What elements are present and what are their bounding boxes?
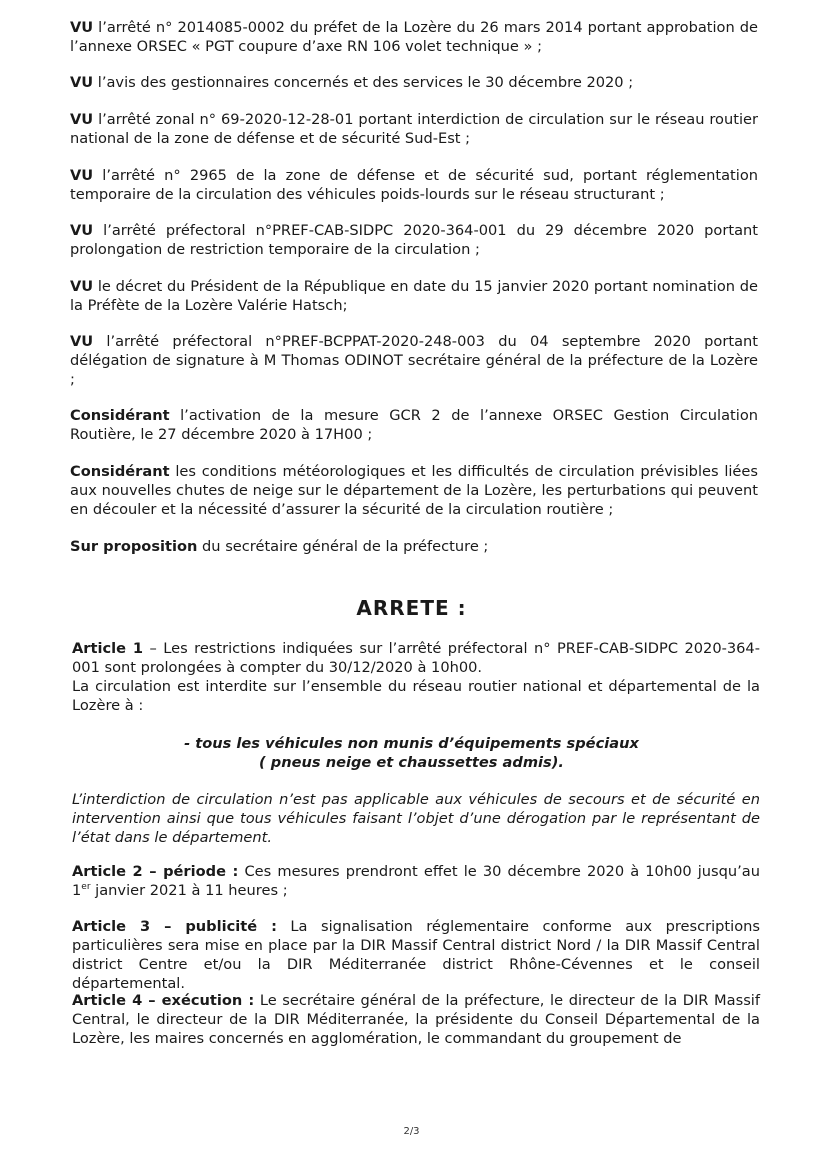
vu-text: le décret du Président de la République en date du 15 janvier 2020 portant nomination de la Préfète de la Lozère Valérie Hatsch; bbox=[70, 278, 758, 314]
vu-lead: VU bbox=[70, 333, 94, 350]
vu-lead: VU bbox=[70, 74, 94, 91]
vu-paragraph bbox=[70, 73, 758, 92]
article-3-lead: Article 3 – publicité : bbox=[72, 918, 277, 935]
article-2-text-after: janvier 2021 à 11 heures ; bbox=[90, 882, 288, 899]
considerant-text: les conditions météorologiques et les difficultés de circulation prévisibles liées aux nouvelles chutes de neige sur le département de la Lozère, les perturbations qui peuvent en découler et la nécessité d’assurer la sécurité de la circulation routière ; bbox=[70, 463, 758, 518]
vu-text: l’arrêté n° 2965 de la zone de défense et de sécurité sud, portant réglementation temporaire de la circulation des véhicules poids-lourds sur le réseau structurant ; bbox=[70, 167, 758, 203]
vu-lead: VU bbox=[70, 111, 94, 128]
article-2-lead: Article 2 – période : bbox=[72, 863, 239, 880]
page-number: 2/3 bbox=[403, 1126, 420, 1137]
considerant-lead: Considérant bbox=[70, 463, 170, 480]
vu-lead: VU bbox=[70, 278, 94, 295]
vu-paragraph bbox=[70, 221, 758, 259]
article-4-text: Le secrétaire général de la préfecture, le directeur de la DIR Massif Central, le directeur de la DIR Méditerranée, la présidente du Conseil Départemental de la Lozère, les maires concernés en agglomération, le commandant du groupement de bbox=[72, 992, 760, 1047]
vu-text: l’arrêté zonal n° 69-2020-12-28-01 portant interdiction de circulation sur le réseau routier national de la zone de défense et de sécurité Sud-Est ; bbox=[70, 111, 758, 147]
vu-lead: VU bbox=[70, 19, 94, 36]
article-2 bbox=[72, 862, 760, 900]
vu-paragraph bbox=[70, 166, 758, 204]
vu-text: l’arrêté préfectoral n°PREF-CAB-SIDPC 2020-364-001 du 29 décembre 2020 portant prolongation de restriction temporaire de la circulation ; bbox=[70, 222, 758, 258]
proposition-lead: Sur proposition bbox=[70, 538, 198, 555]
vu-lead: VU bbox=[70, 167, 94, 184]
vu-paragraph bbox=[70, 332, 758, 389]
proposition-text: du secrétaire général de la préfecture ; bbox=[197, 538, 489, 555]
article-3 bbox=[72, 917, 760, 993]
vu-text: l’avis des gestionnaires concernés et des services le 30 décembre 2020 ; bbox=[93, 74, 634, 91]
vehicles-line-2: ( pneus neige et chaussettes admis). bbox=[259, 754, 564, 771]
article-4-lead: Article 4 – exécution : bbox=[72, 992, 255, 1009]
exemption-paragraph: L’interdiction de circulation n’est pas applicable aux véhicules de secours et de sécurité en intervention ainsi que tous véhicules faisant l’objet d’une dérogation par le représentant de l’état dans le département. bbox=[72, 791, 760, 846]
vehicles-line-1: - tous les véhicules non munis d’équipements spéciaux bbox=[184, 735, 639, 752]
arrete-title: ARRETE : bbox=[356, 596, 467, 620]
vu-text: l’arrêté préfectoral n°PREF-BCPPAT-2020-248-003 du 04 septembre 2020 portant délégation de signature à M Thomas ODINOT secrétaire général de la préfecture de la Lozère ; bbox=[70, 333, 758, 388]
considerant-paragraph bbox=[70, 462, 758, 519]
article-2-text: Ces mesures prendront effet le 30 décembre 2020 à 10h00 jusqu’au 1 bbox=[72, 863, 760, 899]
proposition-paragraph bbox=[70, 537, 758, 556]
article-2-sup: er bbox=[81, 882, 91, 893]
article-3-text: La signalisation réglementaire conforme aux prescriptions particulières sera mise en place par la DIR Massif Central district Nord / la DIR Massif Central district Centre et/ou la DIR Méditerranée district Rhône-Cévennes et le conseil départemental. bbox=[72, 918, 760, 992]
vu-paragraph bbox=[70, 277, 758, 315]
considerant-lead: Considérant bbox=[70, 407, 170, 424]
vu-paragraph bbox=[70, 18, 758, 56]
article-1-text-2: La circulation est interdite sur l’ensemble du réseau routier national et départemental de la Lozère à : bbox=[72, 678, 760, 714]
vu-text: l’arrêté n° 2014085-0002 du préfet de la Lozère du 26 mars 2014 portant approbation de l’annexe ORSEC « PGT coupure d’axe RN 106 volet technique » ; bbox=[70, 19, 758, 55]
article-1 bbox=[72, 639, 760, 715]
vu-paragraph bbox=[70, 110, 758, 148]
considerant-text: l’activation de la mesure GCR 2 de l’annexe ORSEC Gestion Circulation Routière, le 27 décembre 2020 à 17H00 ; bbox=[70, 407, 758, 443]
article-1-text: – Les restrictions indiquées sur l’arrêté préfectoral n° PREF-CAB-SIDPC 2020-364-001 sont prolongées à compter du 30/12/2020 à 10h00. bbox=[72, 640, 760, 676]
article-4 bbox=[72, 991, 760, 1048]
considerant-paragraph bbox=[70, 406, 758, 444]
article-1-lead: Article 1 bbox=[72, 640, 144, 657]
vu-lead: VU bbox=[70, 222, 94, 239]
